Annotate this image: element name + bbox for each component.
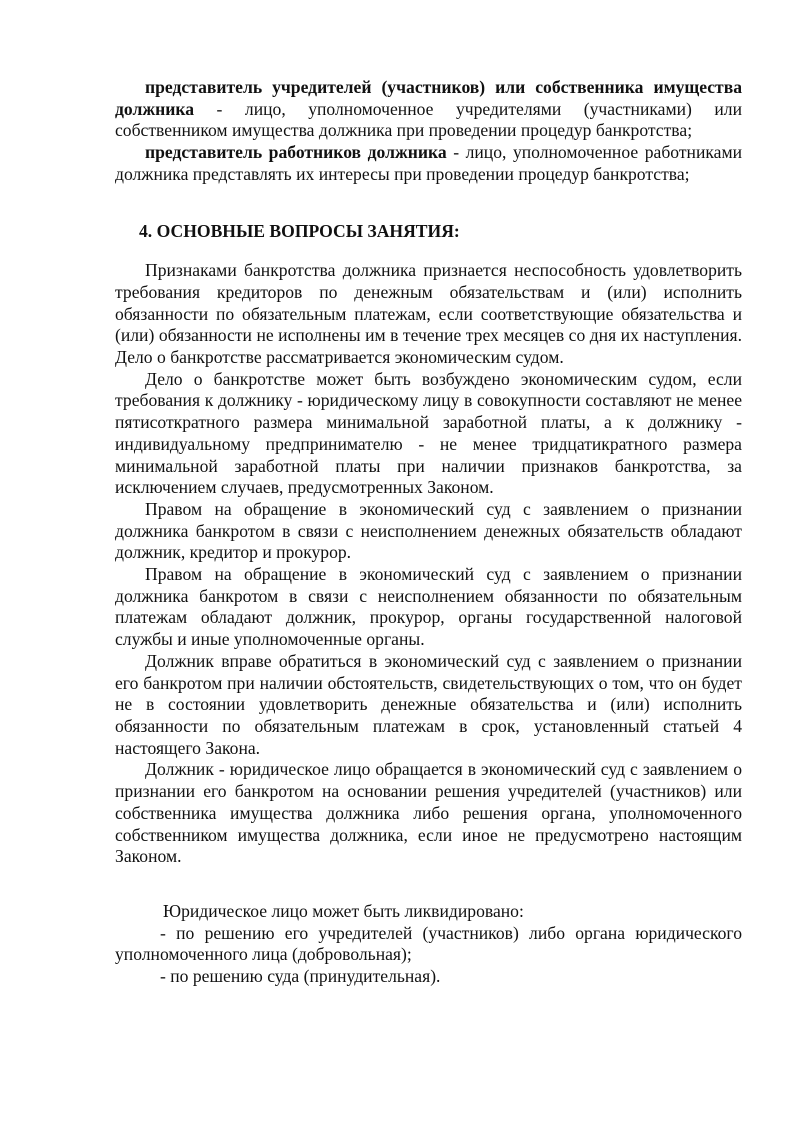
definition-paragraph xyxy=(115,142,742,185)
body-paragraph: Правом на обращение в экономический суд с заявлением о признании должника банкротом в связи с неисполнением денежных обязательств обладают должник, кредитор и прокурор. xyxy=(115,498,742,563)
body-paragraph: Должник вправе обратиться в экономический суд с заявлением о признании его банкротом при наличии обстоятельств, свидетельствующих о том, что он будет не в состоянии удовлетворить денежные обязательства и (или) исполнить обязанности по обязательным платежам в срок, установленный статьей 4 настоящего Закона. xyxy=(115,650,742,758)
liquidation-intro: Юридическое лицо может быть ликвидировано: xyxy=(163,900,524,921)
definition-term: представитель работников должника xyxy=(145,142,447,163)
body-paragraph: Дело о банкротстве может быть возбуждено экономическим судом, если требования к должнику - юридическому лицу в совокупности составляют не менее пятисоткратного размера минимальной заработной платы, а к должнику - индивидуальному предпринимателю - не менее тридцатикратного размера минимальной заработной платы при наличии признаков банкротства, за исключением случаев, предусмотренных Законом. xyxy=(115,368,742,498)
definition-term: представитель учредителей (участников) или собственника имущества должника xyxy=(115,77,742,119)
section-heading: 4. ОСНОВНЫЕ ВОПРОСЫ ЗАНЯТИЯ: xyxy=(139,220,460,241)
definition-paragraph xyxy=(115,77,742,142)
body-paragraph: Признаками банкротства должника признается неспособность удовлетворить требования кредиторов по денежным обязательствам и (или) исполнить обязанности по обязательным платежам, если соответствующие обязательства и (или) обязанности не исполнены им в течение трех месяцев со дня их наступления. Дело о банкротстве рассматривается экономическим судом. xyxy=(115,260,742,368)
definition-text: - лицо, уполномоченное учредителями (участниками) или собственником имущества должника при проведении процедур банкротства; xyxy=(115,98,742,141)
list-item: - по решению его учредителей (участников) либо органа юридического уполномоченного лица (добровольная); xyxy=(115,922,742,965)
list-item: - по решению суда (принудительная). xyxy=(160,966,441,987)
body-paragraph: Должник - юридическое лицо обращается в экономический суд с заявлением о признании его банкротом на основании решения учредителей (участников) или собственника имущества должника либо решения органа, уполномоченного собственником имущества должника, если иное не предусмотрено настоящим Законом. xyxy=(115,759,742,867)
definition-text: - лицо, уполномоченное работниками должника представлять их интересы при проведении процедур банкротства; xyxy=(115,142,742,184)
body-paragraph: Правом на обращение в экономический суд с заявлением о признании должника банкротом в связи с неисполнением обязанности по обязательным платежам обладают должник, прокурор, органы государственной налоговой службы и иные уполномоченные органы. xyxy=(115,564,742,650)
